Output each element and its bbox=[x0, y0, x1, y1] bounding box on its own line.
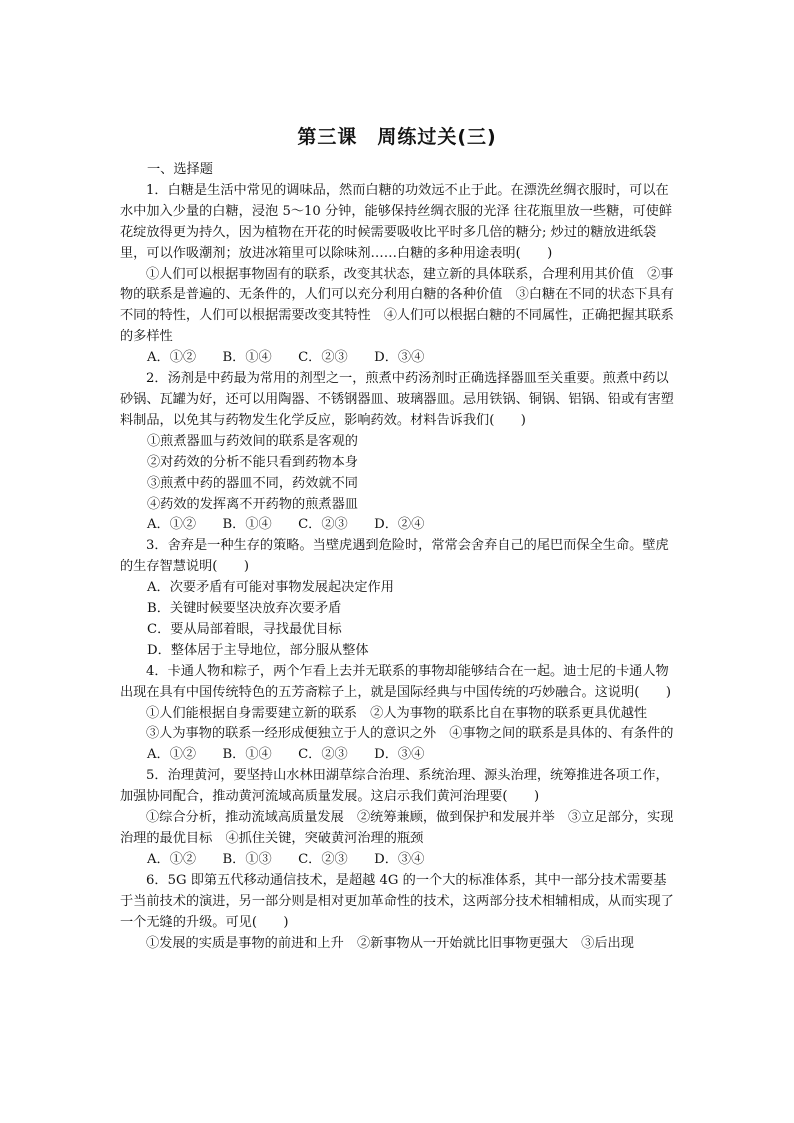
page-title: 第三课 周练过关(三) bbox=[297, 126, 497, 148]
section-heading: 一、选择题 bbox=[147, 162, 213, 177]
question-6-stem: 6．5G 即第五代移动通信技术，是超越 4G 的一个大的标准体系，其中一部分技术需要基于当前技术的演进，另一部分则是相对更加革命性的技术，这两部分技术相辅相成，从而实现了一个无缝的升级。可见( ) bbox=[120, 872, 674, 930]
question-4-stem: 4．卡通人物和粽子，两个乍看上去并无联系的事物却能够结合在一起。迪士尼的卡通人物出现在具有中国传统特色的五芳斋粽子上，就是国际经典与中国传统的巧妙融合。这说明( ) bbox=[120, 663, 671, 700]
question-2-stem: 2．汤剂是中药最为常用的剂型之一，煎煮中药汤剂时正确选择器皿至关重要。煎煮中药以砂锅、瓦罐为好，还可以用陶器、不锈钢器皿、玻璃器皿。忌用铁锅、铜锅、铝锅、铅或有害塑料制品，以免其与药物发生化学反应，影响药效。材料告诉我们( ) bbox=[120, 371, 674, 428]
question-3-option-a: A．次要矛盾有可能对事物发展起决定作用 bbox=[147, 580, 394, 596]
question-2-item-2: ②对药效的分析不能只看到药物本身 bbox=[147, 454, 358, 470]
question-list bbox=[120, 160, 676, 954]
question-2-item-1: ①煎煮器皿与药效间的联系是客观的 bbox=[147, 433, 358, 449]
question-3-option-b: B．关键时候要坚决放弃次要矛盾 bbox=[147, 601, 342, 617]
question-4-options: A．①② B．①④ C．②③ D．③④ bbox=[147, 747, 425, 763]
question-4-items-1: ①人们能根据自身需要建立新的联系 ②人为事物的联系比自在事物的联系更具优越性 bbox=[146, 705, 648, 721]
question-5-options: A．①② B．①③ C．②③ D．③④ bbox=[147, 851, 425, 867]
question-3-option-c: C．要从局部着眼，寻找最优目标 bbox=[147, 621, 342, 637]
question-4-items-2: ③人为事物的联系一经形成便独立于人的意识之外 ④事物之间的联系是具体的、有条件的 bbox=[146, 726, 674, 742]
question-2-options: A．①② B．①④ C．②③ D．②④ bbox=[147, 517, 425, 533]
question-1-stem: 1．白糖是生活中常见的调味品，然而白糖的功效远不止于此。在漂洗丝绸衣服时，可以在水中加入少量的白糖，浸泡 5～10 分钟，能够保持丝绸衣服的光泽 往花瓶里放一些糖，可使鲜花绽放得更为持久，因为植物在开花的时候需要吸收比平时多几倍的糖分; 炒过的糖放进纸袋里，可以作吸潮剂；放进冰箱里可以除味剂……白糖的多种用途表明( ) bbox=[120, 182, 673, 261]
question-5-items: ①综合分析，推动流域高质量发展 ②统筹兼顾，做到保护和发展并举 ③立足部分，实现治理的最优目标 ④抓住关键，突破黄河治理的瓶颈 bbox=[120, 810, 674, 846]
question-3-stem: 3．舍弃是一种生存的策略。当壁虎遇到危险时，常常会舍弃自己的尾巴而保全生命。壁虎的生存智慧说明( ) bbox=[120, 538, 669, 575]
question-1-items: ①人们可以根据事物固有的联系，改变其状态，建立新的具体联系，合理利用其价值 ②事物的联系是普遍的、无条件的，人们可以充分利用白糖的各种价值 ③白糖在不同的状态下具有不同的特性，人们可以根据需要改变其特性 ④人们可以根据白糖的不同属性，正确把握其联系的多样性 bbox=[120, 266, 674, 345]
question-2-item-3: ③煎煮中药的器皿不同，药效就不同 bbox=[147, 475, 358, 491]
question-5-stem: 5．治理黄河，要坚持山水林田湖草综合治理、系统治理、源头治理，统筹推进各项工作，加强协同配合，推动黄河流域高质量发展。这启示我们黄河治理要( ) bbox=[120, 768, 669, 805]
question-2-item-4: ④药效的发挥离不开药物的煎煮器皿 bbox=[147, 496, 358, 512]
question-1-options: A．①② B．①④ C．②③ D．③④ bbox=[147, 350, 425, 366]
question-3-option-d: D．整体居于主导地位，部分服从整体 bbox=[147, 642, 369, 658]
question-6-items: ①发展的实质是事物的前进和上升 ②新事物从一开始就比旧事物更强大 ③后出现 bbox=[146, 935, 634, 951]
